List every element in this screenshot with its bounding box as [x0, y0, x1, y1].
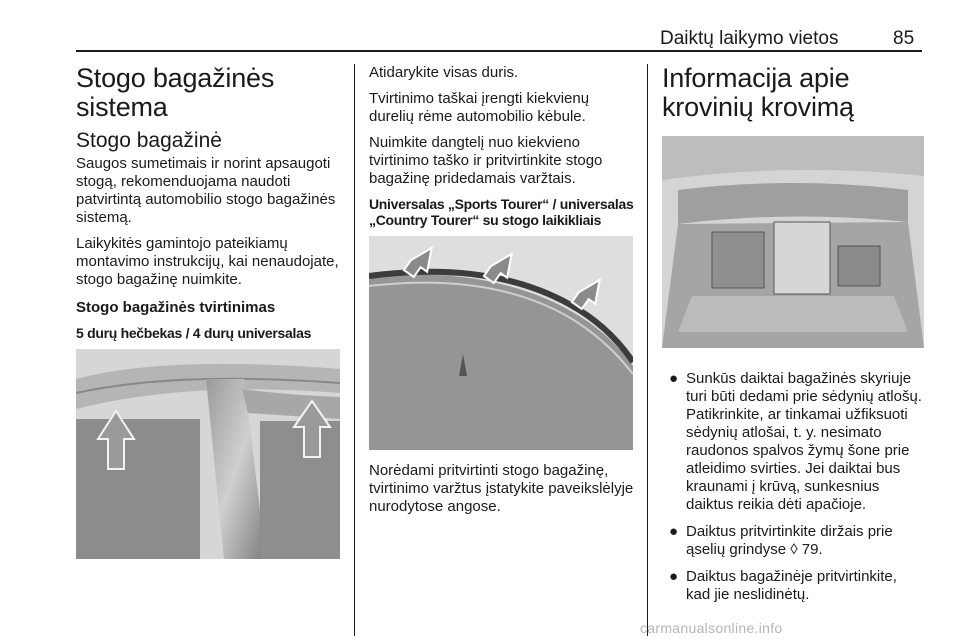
roof-rails-figure	[369, 236, 633, 450]
header-rule	[76, 50, 922, 52]
luggage-compartment-figure	[662, 136, 924, 348]
section-title-loading-info: Informacija apie krovinių krovimą	[662, 63, 854, 122]
paragraph-fixing-points: Tvirtinimo taškai įrengti kiekvienų durelių rėme automobilio kėbule.	[369, 90, 590, 125]
list-item	[662, 523, 924, 559]
page-number: 85	[893, 28, 915, 49]
door-frame-mounting-figure	[76, 349, 340, 559]
variant-label-hatchback: 5 durų hečbekas / 4 durų universalas	[76, 325, 312, 341]
bullet-icon: ●	[669, 568, 679, 585]
running-header-title: Daiktų laikymo vietos	[660, 28, 839, 49]
watermark-text: carmanualsonline.info	[640, 620, 783, 636]
list-item-text: Sunkūs daiktai bagažinės skyriuje turi būti dedami prie sėdynių atlošų. Patikrinkite, ar tinkamai užfiksuoti sėdynių atlošai, t. y. nesimato raudonos spalvos žymų šone prie atleidimo svirties. Jei daiktai bus kraunami į krūvą, sunkesnius daiktus reikia dėti apačioje.	[686, 370, 922, 513]
list-item	[662, 370, 924, 514]
left-column	[76, 64, 342, 559]
column-divider-right	[647, 64, 648, 636]
right-column	[662, 64, 924, 613]
bullet-icon: ●	[669, 370, 679, 387]
middle-column	[369, 64, 635, 524]
bullet-icon: ●	[669, 523, 679, 540]
paragraph-insert-bolts: Norėdami pritvirtinti stogo bagažinę, tvirtinimo varžtus įstatykite paveikslėlyje nurodytose angose.	[369, 462, 634, 515]
paragraph-remove-cover: Nuimkite dangtelį nuo kiekvieno tvirtinimo taško ir pritvirtinkite stogo bagažinę pridedamais varžtais.	[369, 134, 603, 187]
paragraph-open-doors: Atidarykite visas duris.	[369, 64, 519, 81]
loading-tips-list	[662, 370, 924, 604]
subsection-title-roof-rack: Stogo bagažinė	[76, 129, 222, 152]
paragraph-instructions: Laikykitės gamintojo pateikiamų montavimo instrukcijų, kai nenaudojate, stogo bagažinę nuimkite.	[76, 235, 339, 288]
list-item-text: Daiktus pritvirtinkite diržais prie ąselių grindyse ◊ 79.	[686, 523, 893, 558]
list-item	[662, 568, 924, 604]
section-title-roof-rack-system: Stogo bagažinės sistema	[76, 63, 275, 122]
list-item-text: Daiktus bagažinėje pritvirtinkite, kad jie neslidinėtų.	[686, 568, 897, 603]
paragraph-safety: Saugos sumetimais ir norint apsaugoti stogą, rekomenduojama naudoti patvirtintą automobilio stogo bagažinės sistemą.	[76, 155, 336, 226]
variant-label-sports-tourer: Universalas „Sports Tourer“ / universalas „Country Tourer“ su stogo laikikliais	[369, 196, 634, 228]
subsection-title-mounting: Stogo bagažinės tvirtinimas	[76, 299, 276, 316]
column-divider-left	[354, 64, 355, 636]
